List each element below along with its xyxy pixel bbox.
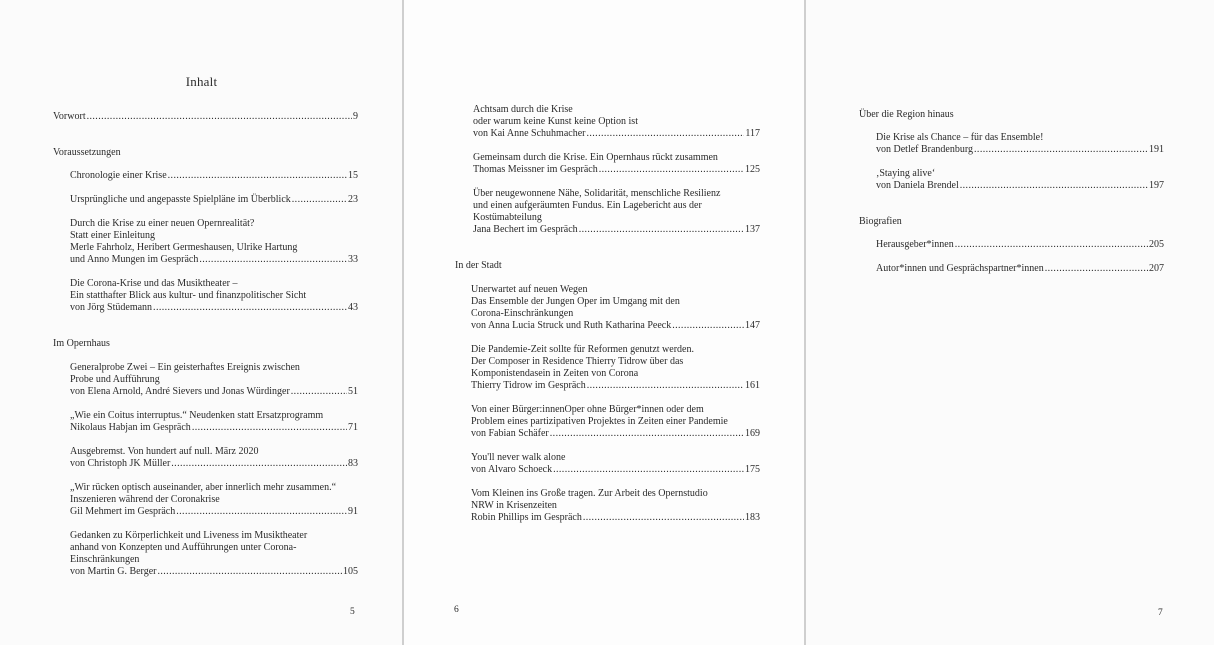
toc-entry[interactable] [473, 104, 760, 140]
dot-leader [192, 422, 347, 434]
toc-entry-last-line [70, 254, 358, 266]
toc-page-number: 205 [1149, 239, 1164, 250]
book-page-right [806, 0, 1214, 645]
toc-page-number: 71 [348, 422, 358, 433]
toc-entry-last-line [473, 128, 760, 140]
page-number: 7 [1158, 608, 1163, 618]
toc-entry-line: anhand von Konzepten und Aufführungen unter Corona- [70, 542, 297, 553]
toc-page-number: 137 [745, 224, 760, 235]
toc-page-number: 9 [353, 111, 358, 122]
toc-page-number: 51 [348, 386, 358, 397]
toc-page-number: 197 [1149, 180, 1164, 191]
toc-entry-last-line [473, 224, 760, 236]
toc-page-number: 15 [348, 170, 358, 181]
dot-leader [579, 224, 744, 236]
dot-leader [587, 380, 744, 392]
toc-entry-line: Gedanken zu Körperlichkeit und Liveness im Musiktheater [70, 530, 308, 541]
dot-leader [157, 566, 342, 578]
toc-entry-line: Einschränkungen [70, 554, 140, 565]
toc-entry-line: Die Krise als Chance – für das Ensemble! [876, 132, 1044, 143]
book-page-middle [404, 0, 805, 645]
toc-page-number: 105 [343, 566, 358, 577]
toc-entry-line: Generalprobe Zwei – Ein geisterhaftes Ereignis zwischen [70, 362, 300, 373]
toc-entry-line: Komponistendasein in Zeiten von Corona [471, 368, 639, 379]
toc-entry[interactable] [473, 188, 760, 236]
toc-entry-line: Probe und Aufführung [70, 374, 160, 385]
dot-leader [586, 128, 744, 140]
toc-entry-line: Problem eines partizipativen Projektes in Zeiten einer Pandemie [471, 416, 728, 427]
toc-page-number: 33 [348, 254, 358, 265]
toc-entry[interactable] [471, 452, 760, 476]
dot-leader [199, 254, 347, 266]
toc-entry-line: Gemeinsam durch die Krise. Ein Opernhaus rückt zusammen [473, 152, 718, 163]
dot-leader [291, 386, 347, 398]
toc-entry-last-line [70, 566, 358, 578]
toc-entry-line: Von einer Bürger:innenOper ohne Bürger*innen oder dem [471, 404, 704, 415]
toc-entry-text: Autor*innen und Gesprächspartner*innen [876, 263, 1044, 274]
page-number: 6 [454, 605, 459, 615]
toc-entry-last-line [70, 506, 358, 518]
section-heading: Im Opernhaus [53, 338, 110, 349]
toc-entry[interactable] [471, 404, 760, 440]
toc-entry-line: Ein statthafter Blick aus kultur- und finanzpolitischer Sicht [70, 290, 307, 301]
dot-leader [292, 194, 347, 206]
toc-entry-text: Robin Phillips im Gespräch [471, 512, 582, 523]
toc-entry[interactable] [876, 263, 1164, 275]
toc-entry-text: von Jörg Stüdemann [70, 302, 153, 313]
toc-entry[interactable] [876, 239, 1164, 251]
section-heading: Voraussetzungen [53, 147, 121, 158]
toc-entry-text: von Alvaro Schoeck [471, 464, 553, 475]
toc-page-number: 175 [745, 464, 760, 475]
toc-entry-text: Herausgeber*innen [876, 239, 954, 250]
toc-entry-line: Die Pandemie-Zeit sollte für Reformen genutzt werden. [471, 344, 694, 355]
dot-leader [168, 170, 347, 182]
section-heading: In der Stadt [455, 260, 502, 271]
toc-page-number: 169 [745, 428, 760, 439]
toc-entry[interactable] [471, 344, 760, 392]
toc-page-number: 23 [348, 194, 358, 205]
toc-entry[interactable] [70, 482, 358, 518]
toc-page-number: 43 [348, 302, 358, 313]
toc-entry-last-line [876, 263, 1164, 275]
toc-entry-line: Vom Kleinen ins Große tragen. Zur Arbeit des Opernstudio [471, 488, 708, 499]
toc-entry-line: Achtsam durch die Krise [473, 104, 573, 115]
dot-leader [553, 464, 744, 476]
toc-entry-line: „Wie ein Coitus interruptus.“ Neudenken statt Ersatzprogramm [70, 410, 324, 421]
toc-entry-text: Ursprüngliche und angepasste Spielpläne im Überblick [70, 194, 291, 205]
toc-entry-last-line [70, 302, 358, 314]
toc-entry[interactable] [471, 284, 760, 332]
toc-entry-last-line [70, 422, 358, 434]
toc-entry-line: Der Composer in Residence Thierry Tidrow über das [471, 356, 684, 367]
toc-entry[interactable] [70, 170, 358, 182]
book-page-left [0, 0, 403, 645]
toc-entry[interactable] [70, 362, 358, 398]
toc-entry-text: von Kai Anne Schuhmacher [473, 128, 586, 139]
page-number: 5 [350, 607, 355, 617]
toc-entry-last-line [70, 170, 358, 182]
dot-leader [176, 506, 347, 518]
toc-entry-line: Die Corona-Krise und das Musiktheater – [70, 278, 238, 289]
toc-entry-text: von Daniela Brendel [876, 180, 959, 191]
toc-entry-last-line [471, 320, 760, 332]
section-heading: Biografien [859, 216, 902, 227]
toc-entry[interactable] [471, 488, 760, 524]
toc-entry[interactable] [70, 530, 358, 578]
dot-leader [171, 458, 347, 470]
dot-leader [974, 144, 1148, 156]
toc-entry-last-line [876, 144, 1164, 156]
dot-leader [1045, 263, 1148, 275]
toc-entry-last-line [70, 194, 358, 206]
toc-page-number: 191 [1149, 144, 1164, 155]
toc-entry-line: Kostümabteilung [473, 212, 542, 223]
dot-leader [87, 111, 352, 123]
toc-entry-line: You'll never walk alone [471, 452, 566, 463]
toc-entry-text: Gil Mehmert im Gespräch [70, 506, 176, 517]
toc-entry-text: von Christoph JK Müller [70, 458, 171, 469]
dot-leader [960, 180, 1148, 192]
contents-title: Inhalt [185, 74, 218, 89]
dot-leader [672, 320, 744, 332]
toc-entry[interactable] [473, 152, 760, 176]
dot-leader [583, 512, 744, 524]
toc-entry-line: Merle Fahrholz, Heribert Germeshausen, Ulrike Hartung [70, 242, 298, 253]
dot-leader [550, 428, 744, 440]
toc-entry-line: Corona-Einschränkungen [471, 308, 574, 319]
toc-entry[interactable] [70, 218, 358, 266]
toc-entry[interactable] [876, 132, 1164, 156]
section-heading: Über die Region hinaus [859, 109, 954, 120]
toc-entry-last-line [471, 428, 760, 440]
toc-entry-last-line [471, 464, 760, 476]
toc-entry-last-line [53, 111, 358, 123]
toc-page-number: 147 [745, 320, 760, 331]
toc-entry-line: ‚Staying alive‘ [876, 168, 936, 179]
toc-entry-text: Chronologie einer Krise [70, 170, 167, 181]
dot-leader [955, 239, 1148, 251]
toc-entry[interactable] [70, 410, 358, 434]
toc-entry-text: von Fabian Schäfer [471, 428, 549, 439]
toc-page-number: 117 [745, 128, 760, 139]
toc-entry[interactable] [876, 168, 1164, 192]
toc-page-number: 125 [745, 164, 760, 175]
toc-entry-line: „Wir rücken optisch auseinander, aber innerlich mehr zusammen.“ [70, 482, 337, 493]
toc-page-number: 183 [745, 512, 760, 523]
toc-entry[interactable] [70, 278, 358, 314]
toc-entry-text: von Elena Arnold, André Sievers und Jonas Würdinger [70, 386, 290, 397]
toc-entry-line: Über neugewonnene Nähe, Solidarität, menschliche Resilienz [473, 188, 721, 199]
toc-entry-last-line [876, 239, 1164, 251]
toc-page-number: 91 [348, 506, 358, 517]
toc-entry-line: Ausgebremst. Von hundert auf null. März 2020 [70, 446, 259, 457]
toc-entry-text: von Anna Lucia Struck und Ruth Katharina Peeck [471, 320, 672, 331]
toc-entry-text: von Detlef Brandenburg [876, 144, 974, 155]
toc-entry-text: Nikolaus Habjan im Gespräch [70, 422, 191, 433]
toc-entry-last-line [876, 180, 1164, 192]
toc-page-number: 161 [745, 380, 760, 391]
toc-entry-line: Das Ensemble der Jungen Oper im Umgang mit den [471, 296, 680, 307]
toc-entry-last-line [471, 380, 760, 392]
toc-entry-line: oder warum keine Kunst keine Option ist [473, 116, 638, 127]
toc-entry-line: Inszenieren während der Coronakrise [70, 494, 220, 505]
toc-page-number: 83 [348, 458, 358, 469]
toc-entry-text: und Anno Mungen im Gespräch [70, 254, 199, 265]
dot-leader [599, 164, 744, 176]
toc-entry[interactable] [53, 111, 358, 123]
toc-page-number: 207 [1149, 263, 1164, 274]
dot-leader [153, 302, 347, 314]
toc-entry-last-line [70, 386, 358, 398]
toc-entry-line: NRW in Krisenzeiten [471, 500, 557, 511]
toc-entry-last-line [473, 164, 760, 176]
toc-entry-text: von Martin G. Berger [70, 566, 157, 577]
toc-entry-text: Thierry Tidrow im Gespräch [471, 380, 586, 391]
toc-entry-line: Statt einer Einleitung [70, 230, 155, 241]
toc-entry-text: Vorwort [53, 111, 86, 122]
toc-entry-text: Jana Bechert im Gespräch [473, 224, 578, 235]
toc-entry-text: Thomas Meissner im Gespräch [473, 164, 598, 175]
toc-entry-last-line [471, 512, 760, 524]
toc-entry[interactable] [70, 194, 358, 206]
toc-entry[interactable] [70, 446, 358, 470]
toc-entry-last-line [70, 458, 358, 470]
toc-entry-line: und einen aufgeräumten Fundus. Ein Lagebericht aus der [473, 200, 702, 211]
toc-entry-line: Durch die Krise zu einer neuen Opernrealität? [70, 218, 255, 229]
toc-entry-line: Unerwartet auf neuen Wegen [471, 284, 588, 295]
